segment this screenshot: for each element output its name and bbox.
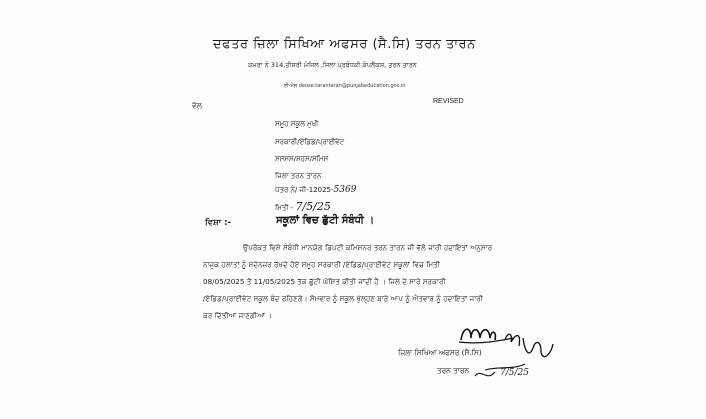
body-line-1: ਉਪਰੋਕਤ ਵਿਸ਼ੇ ਸੰਬੰਧੀ ਮਾਨਯੋਗ ਡਿਪਟੀ ਕਮਿਸ਼ਨਰ ਤਰਨ ਤਾਰਨ ਜੀ ਵੱਲੋ ਜਾਰੀ ਹਦਾਇਤਾਂ ਅਨੁਸਾਰ: [243, 243, 493, 252]
subject-text: ਸਕੂਲਾਂ ਵਿਚ ਛੁੱਟੀ ਸੰਬੰਧੀ ।: [276, 215, 375, 226]
to-label: ਵੱਲ: [192, 101, 202, 110]
office-address: ਕਮਰਾ ਨੰ 314,ਤੀਸਰੀ ਮੰਜਿਲ ,ਜਿਲਾ ਪ੍ਰਬੰਧਕੀ ਕੰਪਲੈਕਸ, ਤਰਨ ਤਾਰਨ: [248, 61, 417, 69]
body-line-3: 08/05/2025 ਤੋਂ 11/05/2025 ਤੱਕ ਛੁੱਟੀ ਘੋਸ਼ਿਤ ਕੀਤੀ ਜਾਂਦੀ ਹੈ । ਜਿਲੇ ਦੇ ਸਾਰੇ ਸਰਕਾਰੀ: [203, 277, 446, 286]
recipient-line-4: ਜਿਲਾ ਤਰਨ ਤਾਰਨ: [275, 172, 322, 180]
letter-number-handwritten: 5369: [333, 185, 357, 195]
subject-label: ਵਿਸ਼ਾ :-: [205, 218, 232, 228]
office-email: ਈ-ਮੇਲ deose.tarantaran@punjabeducation.gov.in: [284, 83, 406, 89]
signature-handwritten-date: 7/5/25: [500, 368, 529, 378]
signature-place: ਤਰਨ ਤਾਰਨ: [437, 366, 469, 375]
signature-designation: ਜ਼ਿਲਾ ਸਿਖਿਆ ਅਫਸਰ (ਸੈ.ਸਿ): [398, 348, 482, 357]
recipient-line-1: ਸਮੂਹ ਸਕੂਲ ਮੁਖੀ: [275, 120, 319, 128]
letter-date-prefix: ਮਿਤੀ -: [275, 204, 294, 212]
recipient-line-3: ਸਸਸਸ/ਸਹਸ/ਸਮਿਸ: [275, 155, 329, 163]
body-line-5: ਕਰ ਦਿੱਤੀਆਂ ਜਾਣਗੀਆਂ ।: [203, 311, 273, 320]
letter-number-prefix: ਪੱਤਰ ਨੰ/ ਜੀ-12025-: [275, 186, 334, 194]
letter-date: [275, 200, 331, 213]
letter-date-handwritten: 7/5/25: [295, 200, 331, 213]
office-title: ਦਫਤਰ ਜ਼ਿਲਾ ਸਿਖਿਆ ਅਫਸਰ (ਸੈ.ਸਿ) ਤਰਨ ਤਾਰਨ: [213, 37, 476, 52]
body-line-2: ਨਾਜੁਕ ਹਲਾਤਾਂ ਨੂੰ ਮੱਦੇਨਜ਼ਰ ਰੱਖਦੇ ਹੋਏ ਸਮੂਹ ਸਰਕਾਰੀ /ਏਡਿਡ/ਪ੍ਰਾਈਵੇਟ ਸਕੂਲਾਂ ਵਿਚ ਮਿਤੀ: [203, 260, 440, 269]
letter-number: [275, 185, 356, 195]
revised-label: REVISED: [433, 98, 464, 105]
body-line-4: /ਏਡਿਡ/ਪ੍ਰਾਈਵੇਟ ਸਕੂਲ ਬੰਦ ਰਹਿਣਗੇ। ਸੋਮਵਾਰ ਨੂੰ ਸਕੂਲ ਖੁੱਲ੍ਹਣ ਬਾਰੇ ਆਪ ਨੂੰ ਐਤਵਾਰ ਨੂੰ ਹਦਾਇਤਾਂ ਜਾਰੀ: [203, 294, 483, 303]
recipient-line-2: ਸਰਕਾਰੀ/ਏਡਿਡ/ਪ੍ਰਾਈਵੇਟ: [275, 138, 345, 146]
